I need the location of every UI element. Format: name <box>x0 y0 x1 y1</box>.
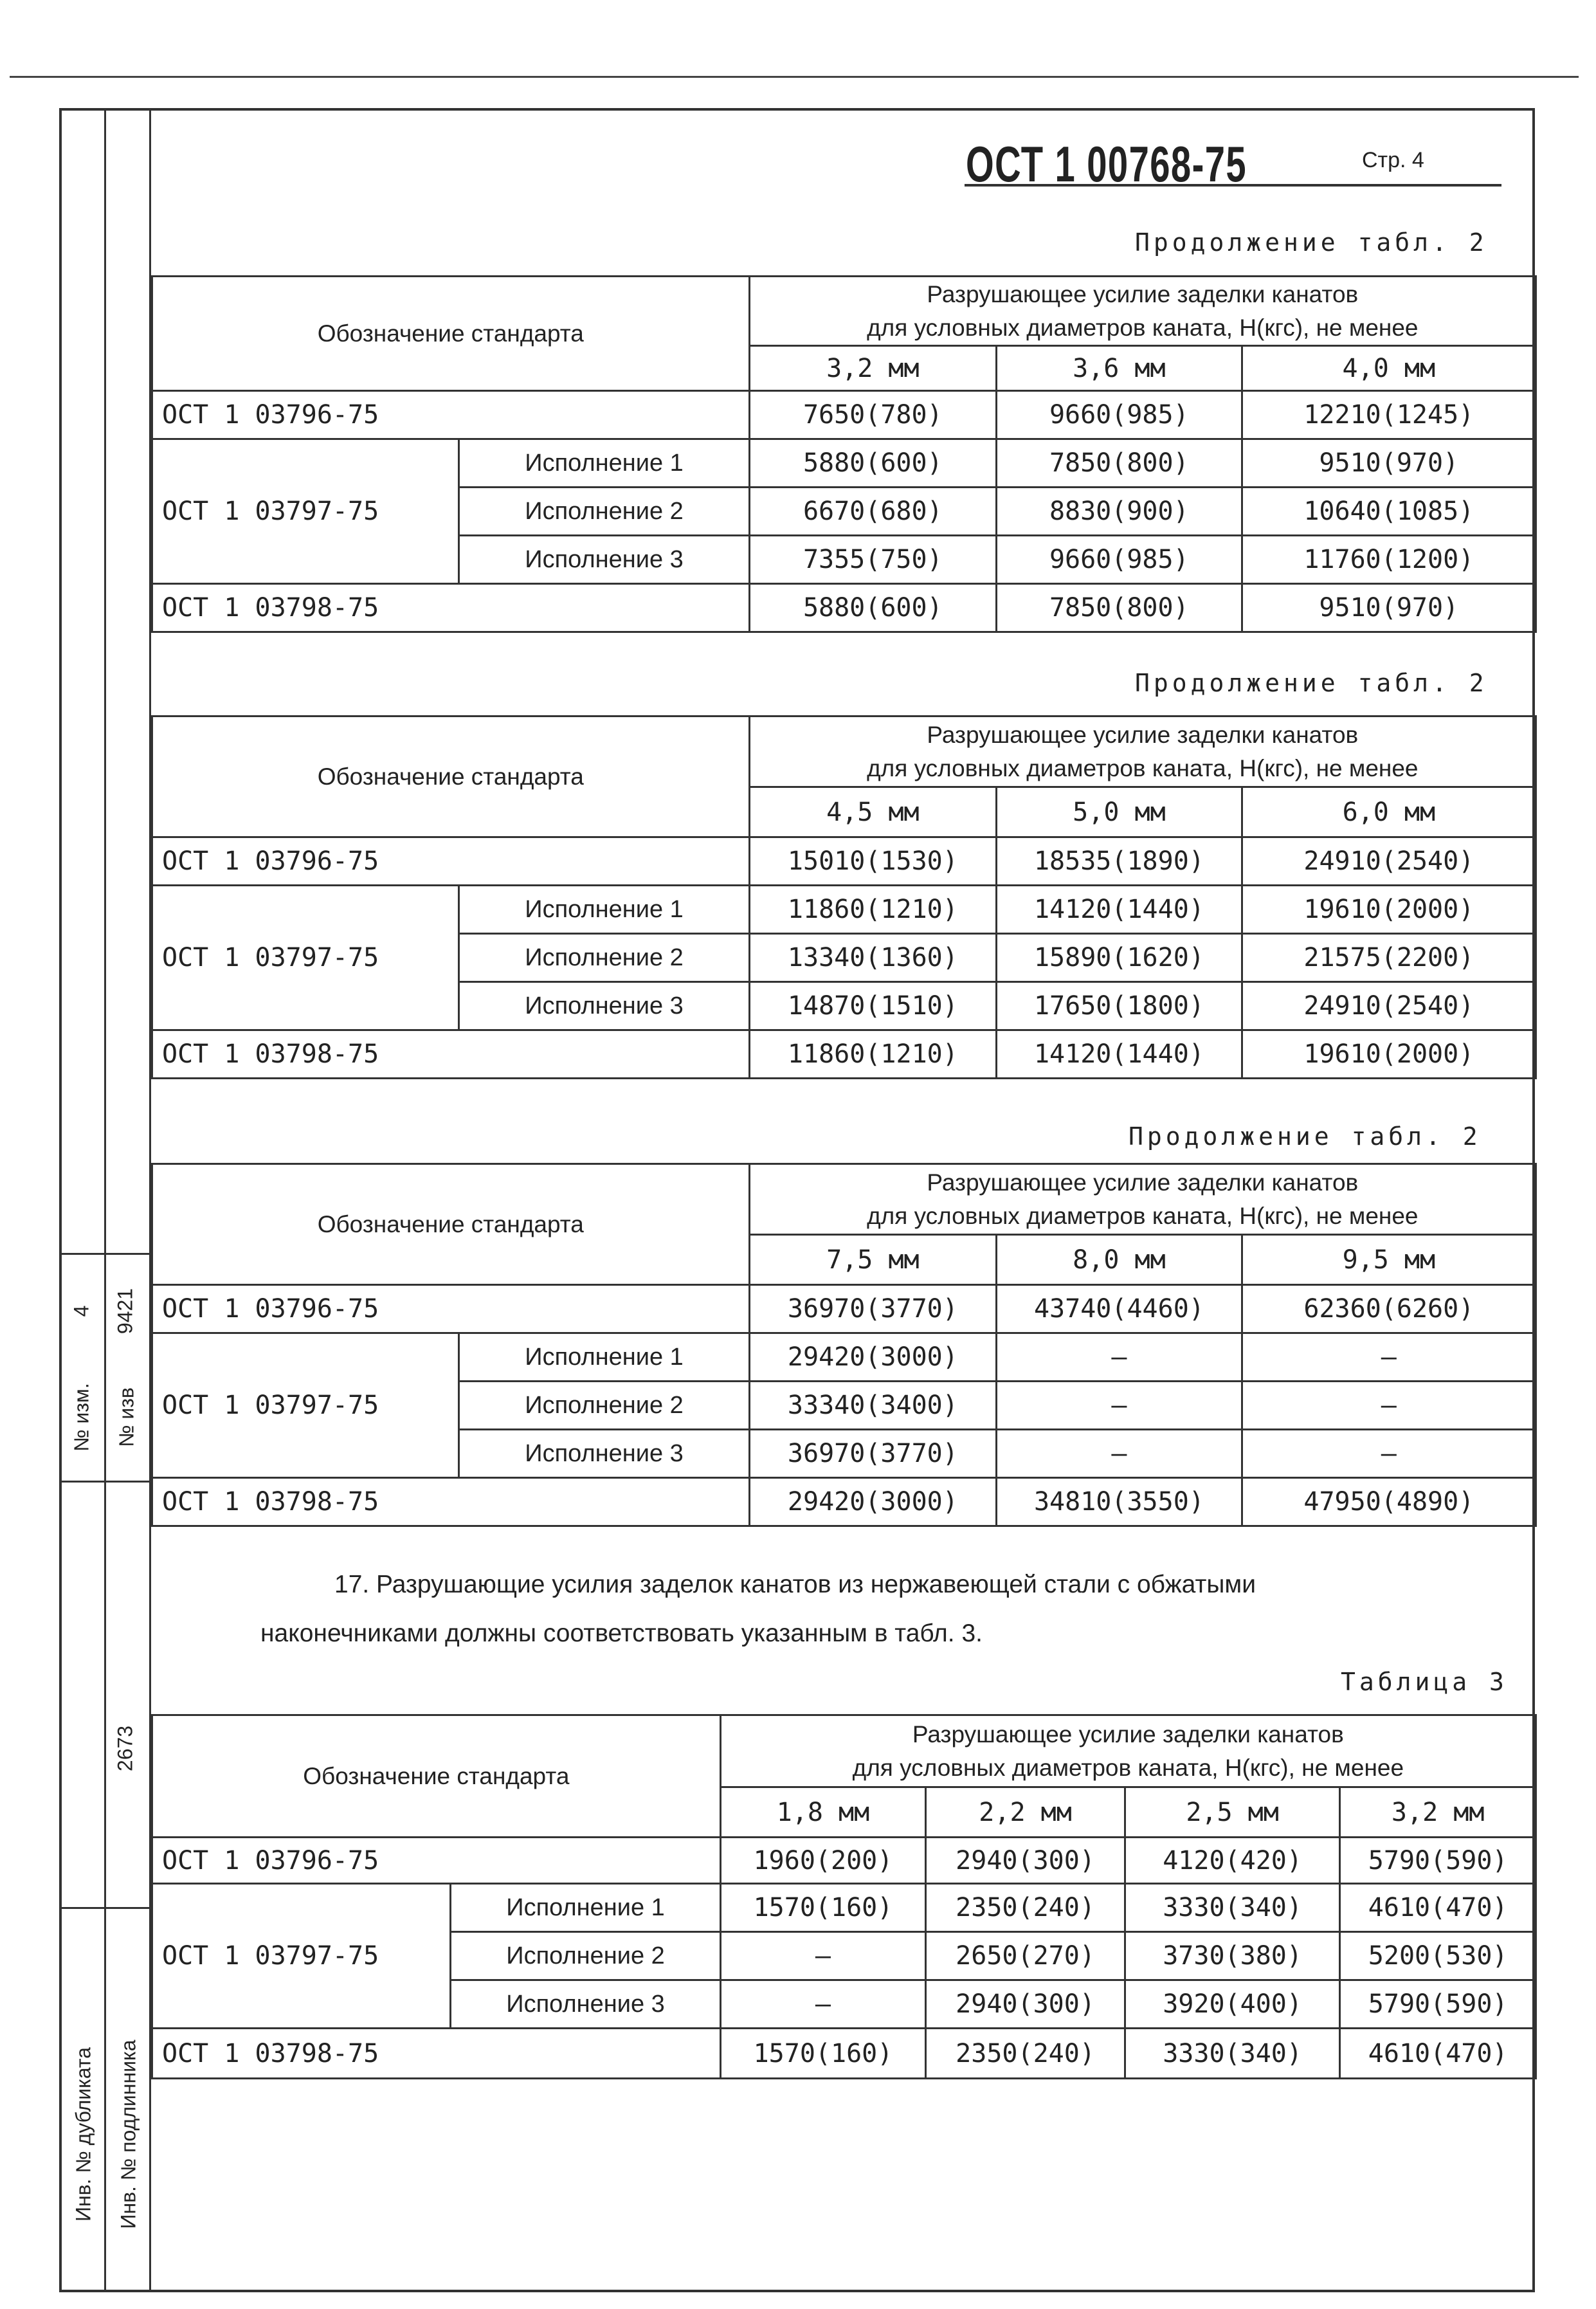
change-label: № изм. <box>69 1383 93 1452</box>
value-cell: 14120(1440) <box>997 886 1242 934</box>
value-cell: 2350(240) <box>926 2029 1125 2079</box>
column-header-standard: Обозначение стандарта <box>152 277 750 391</box>
diameter-header: 8,0 мм <box>997 1235 1242 1285</box>
table-row <box>152 584 1536 632</box>
value-cell: 1570(160) <box>720 2029 926 2079</box>
value-cell: 43740(4460) <box>997 1285 1242 1333</box>
standard-cell: ОСТ 1 03796-75 <box>152 1838 721 1884</box>
value-cell: 3730(380) <box>1125 1932 1339 1980</box>
document-code: ОСТ 1 00768-75 <box>966 136 1247 192</box>
value-cell: 34810(3550) <box>997 1478 1242 1526</box>
value-cell: 8830(900) <box>997 488 1242 536</box>
value-cell: 9660(985) <box>997 391 1242 439</box>
value-cell: 5880(600) <box>749 584 996 632</box>
variant-cell: Исполнение 2 <box>459 488 749 536</box>
table-row <box>152 391 1536 439</box>
value-cell: – <box>1242 1382 1536 1430</box>
value-cell: 33340(3400) <box>749 1382 997 1430</box>
value-cell: 11860(1210) <box>749 886 997 934</box>
value-cell: 3920(400) <box>1125 1980 1339 2029</box>
standard-cell: ОСТ 1 03797-75 <box>152 886 459 1030</box>
header-line: для условных диаметров каната, Н(кгс), не менее <box>852 1754 1404 1781</box>
variant-cell: Исполнение 3 <box>459 982 749 1030</box>
duplicate-inventory-label: Инв. № дубликата <box>71 2047 95 2222</box>
table-3 <box>151 1714 1537 2079</box>
column-header-force <box>749 1164 1536 1235</box>
value-cell: 7650(780) <box>749 391 996 439</box>
value-cell: 4120(420) <box>1125 1838 1339 1884</box>
notice-number: 9421 <box>113 1288 137 1335</box>
standard-cell: ОСТ 1 03797-75 <box>152 439 459 584</box>
table-row <box>152 1884 1536 1932</box>
value-cell: 5880(600) <box>749 439 996 488</box>
value-cell: 14870(1510) <box>749 982 997 1030</box>
diameter-header: 6,0 мм <box>1242 787 1536 837</box>
table-row <box>152 1333 1536 1382</box>
header-line: для условных диаметров каната, Н(кгс), не менее <box>867 1202 1419 1229</box>
value-cell: 62360(6260) <box>1242 1285 1536 1333</box>
value-cell: – <box>720 1932 926 1980</box>
value-cell: 36970(3770) <box>749 1285 997 1333</box>
value-cell: 10640(1085) <box>1242 488 1536 536</box>
value-cell: 14120(1440) <box>997 1030 1242 1079</box>
variant-cell: Исполнение 2 <box>459 934 749 982</box>
value-cell: 5790(590) <box>1340 1980 1536 2029</box>
header-line: Разрушающее усилие заделки канатов <box>927 280 1359 307</box>
diameter-header: 9,5 мм <box>1242 1235 1536 1285</box>
value-cell: – <box>997 1430 1242 1478</box>
table-caption: Продолжение табл. 2 <box>1135 669 1488 697</box>
value-cell: – <box>997 1382 1242 1430</box>
standard-cell: ОСТ 1 03796-75 <box>152 837 750 886</box>
header-line: Разрушающее усилие заделки канатов <box>927 721 1359 748</box>
standard-cell: ОСТ 1 03797-75 <box>152 1884 451 2029</box>
diameter-header: 2,2 мм <box>926 1787 1125 1838</box>
value-cell: 13340(1360) <box>749 934 997 982</box>
table-2-part-2 <box>151 715 1537 1079</box>
table-row <box>152 2029 1536 2079</box>
table-row <box>152 1285 1536 1333</box>
variant-cell: Исполнение 1 <box>451 1884 720 1932</box>
variant-cell: Исполнение 3 <box>459 1430 749 1478</box>
value-cell: 24910(2540) <box>1242 837 1536 886</box>
table-2-part-1 <box>151 275 1537 633</box>
header-line: Разрушающее усилие заделки канатов <box>912 1720 1344 1748</box>
value-cell: 29420(3000) <box>749 1478 997 1526</box>
table-row <box>152 837 1536 886</box>
value-cell: 3330(340) <box>1125 2029 1339 2079</box>
margin-column-divider <box>104 108 106 2292</box>
value-cell: 5790(590) <box>1340 1838 1536 1884</box>
margin-cell-border <box>59 1481 149 1483</box>
header-underline <box>965 184 1501 187</box>
value-cell: 6670(680) <box>749 488 996 536</box>
value-cell: 9510(970) <box>1242 439 1536 488</box>
header-line: для условных диаметров каната, Н(кгс), не менее <box>867 754 1419 781</box>
value-cell: 2940(300) <box>926 1980 1125 2029</box>
value-cell: – <box>1242 1333 1536 1382</box>
value-cell: 19610(2000) <box>1242 886 1536 934</box>
variant-cell: Исполнение 2 <box>459 1382 749 1430</box>
table-row <box>152 1478 1536 1526</box>
column-header-force <box>720 1715 1536 1787</box>
value-cell: – <box>997 1333 1242 1382</box>
diameter-header: 1,8 мм <box>720 1787 926 1838</box>
column-header-force <box>749 716 1536 787</box>
value-cell: 15010(1530) <box>749 837 997 886</box>
diameter-header: 3,2 мм <box>1340 1787 1536 1838</box>
variant-cell: Исполнение 1 <box>459 1333 749 1382</box>
value-cell: 4610(470) <box>1340 1884 1536 1932</box>
diameter-header: 2,5 мм <box>1125 1787 1339 1838</box>
value-cell: 7850(800) <box>997 439 1242 488</box>
table-row <box>152 1030 1536 1079</box>
value-cell: 7850(800) <box>997 584 1242 632</box>
value-cell: 5200(530) <box>1340 1932 1536 1980</box>
table-row <box>152 439 1536 488</box>
diameter-header: 7,5 мм <box>749 1235 997 1285</box>
variant-cell: Исполнение 1 <box>459 439 749 488</box>
value-cell: 4610(470) <box>1340 2029 1536 2079</box>
value-cell: 2940(300) <box>926 1838 1125 1884</box>
value-cell: 11760(1200) <box>1242 536 1536 584</box>
table-row <box>152 1838 1536 1884</box>
notice-label: № изв <box>114 1387 138 1447</box>
diameter-header: 3,2 мм <box>749 346 996 391</box>
standard-cell: ОСТ 1 03798-75 <box>152 1030 750 1079</box>
header-line: Разрушающее усилие заделки канатов <box>927 1169 1359 1196</box>
change-number: 4 <box>69 1305 93 1317</box>
value-cell: 2350(240) <box>926 1884 1125 1932</box>
variant-cell: Исполнение 3 <box>459 536 749 584</box>
table-caption: Таблица 3 <box>1341 1668 1508 1696</box>
column-header-standard: Обозначение стандарта <box>152 1715 721 1838</box>
value-cell: 1960(200) <box>720 1838 926 1884</box>
value-cell: 29420(3000) <box>749 1333 997 1382</box>
standard-cell: ОСТ 1 03796-75 <box>152 391 750 439</box>
margin-cell-border <box>59 1253 149 1255</box>
value-cell: 3330(340) <box>1125 1884 1339 1932</box>
diameter-header: 5,0 мм <box>997 787 1242 837</box>
value-cell: 1570(160) <box>720 1884 926 1932</box>
table-2-part-3 <box>151 1163 1537 1527</box>
value-cell: 17650(1800) <box>997 982 1242 1030</box>
variant-cell: Исполнение 2 <box>451 1932 720 1980</box>
margin-cell-border <box>59 1907 149 1909</box>
value-cell: 9660(985) <box>997 536 1242 584</box>
standard-cell: ОСТ 1 03798-75 <box>152 2029 721 2079</box>
table-caption: Продолжение табл. 2 <box>1129 1122 1482 1151</box>
value-cell: – <box>720 1980 926 2029</box>
diameter-header: 4,5 мм <box>749 787 997 837</box>
value-cell: 19610(2000) <box>1242 1030 1536 1079</box>
standard-cell: ОСТ 1 03798-75 <box>152 1478 750 1526</box>
column-header-standard: Обозначение стандарта <box>152 716 750 837</box>
value-cell: 24910(2540) <box>1242 982 1536 1030</box>
variant-cell: Исполнение 1 <box>459 886 749 934</box>
standard-cell: ОСТ 1 03798-75 <box>152 584 750 632</box>
value-cell: 47950(4890) <box>1242 1478 1536 1526</box>
value-cell: 21575(2200) <box>1242 934 1536 982</box>
column-header-force <box>749 277 1536 346</box>
top-border-line <box>10 76 1579 78</box>
value-cell: 15890(1620) <box>997 934 1242 982</box>
diameter-header: 4,0 мм <box>1242 346 1536 391</box>
column-header-standard: Обозначение стандарта <box>152 1164 750 1285</box>
value-cell: 18535(1890) <box>997 837 1242 886</box>
standard-cell: ОСТ 1 03797-75 <box>152 1333 459 1478</box>
table-caption: Продолжение табл. 2 <box>1135 228 1488 257</box>
value-cell: 7355(750) <box>749 536 996 584</box>
value-cell: 36970(3770) <box>749 1430 997 1478</box>
original-inventory-label: Инв. № подлинника <box>116 2040 140 2229</box>
header-line: для условных диаметров каната, Н(кгс), не менее <box>867 314 1419 341</box>
diameter-header: 3,6 мм <box>997 346 1242 391</box>
page-number: Стр. 4 <box>1362 148 1424 172</box>
value-cell: – <box>1242 1430 1536 1478</box>
value-cell: 9510(970) <box>1242 584 1536 632</box>
standard-cell: ОСТ 1 03796-75 <box>152 1285 750 1333</box>
variant-cell: Исполнение 3 <box>451 1980 720 2029</box>
paragraph-line: наконечниками должны соответствовать указанным в табл. 3. <box>260 1620 983 1647</box>
inventory-number: 2673 <box>113 1725 137 1772</box>
value-cell: 2650(270) <box>926 1932 1125 1980</box>
value-cell: 11860(1210) <box>749 1030 997 1079</box>
value-cell: 12210(1245) <box>1242 391 1536 439</box>
paragraph-line: 17. Разрушающие усилия заделок канатов из нержавеющей стали с обжатыми <box>334 1571 1256 1598</box>
table-row <box>152 886 1536 934</box>
